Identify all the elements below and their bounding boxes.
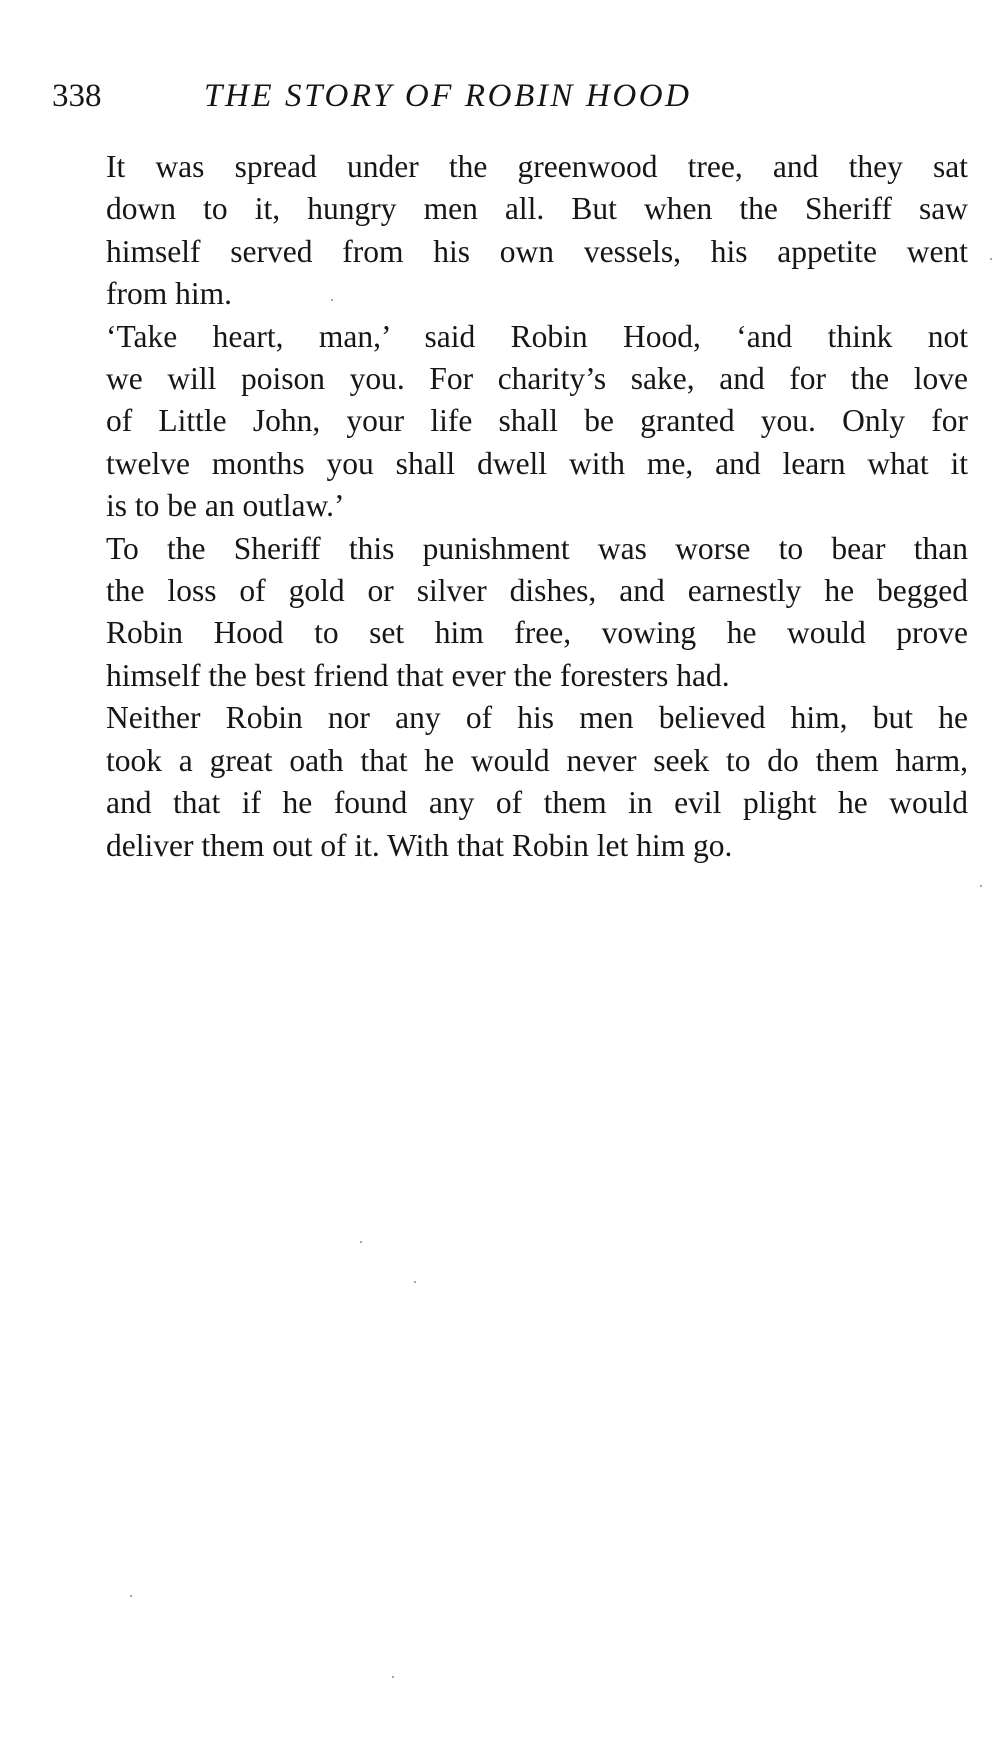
- scan-speck: [990, 258, 992, 260]
- paragraph: [52, 146, 968, 316]
- text-line: took a great oath that he would never seek to do them harm,: [106, 742, 968, 778]
- text-line: down to it, hungry men all. But when the Sheriff saw: [106, 191, 968, 227]
- text-line: himself the best friend that ever the foresters had.: [106, 657, 730, 693]
- scan-speck: [414, 1281, 416, 1283]
- scan-speck: [360, 1241, 362, 1243]
- text-line: himself served from his own vessels, his appetite went: [106, 233, 968, 269]
- text-line: is to be an outlaw.’: [106, 488, 345, 524]
- text-line: we will poison you. For charity’s sake, and for the love: [106, 361, 968, 397]
- text-line: ‘Take heart, man,’ said Robin Hood, ‘and think not: [106, 318, 968, 354]
- text-line: deliver them out of it. With that Robin let him go.: [106, 827, 733, 863]
- paragraph: [52, 528, 968, 698]
- text-line: It was spread under the greenwood tree, and they sat: [106, 149, 968, 184]
- paragraph: [52, 697, 968, 867]
- text-line: Robin Hood to set him free, vowing he would prove: [106, 615, 968, 651]
- running-head: [52, 72, 972, 120]
- running-title: THE STORY OF ROBIN HOOD: [204, 78, 692, 114]
- text-line: To the Sheriff this punishment was worse to bear than: [106, 530, 968, 566]
- body-text: [52, 146, 968, 867]
- scan-speck: [331, 299, 333, 301]
- text-line: Neither Robin nor any of his men believed him, but he: [106, 700, 968, 736]
- text-line: twelve months you shall dwell with me, and learn what it: [106, 445, 968, 481]
- text-line: and that if he found any of them in evil plight he would: [106, 785, 968, 821]
- page-number: 338: [52, 78, 102, 114]
- text-line: the loss of gold or silver dishes, and earnestly he begged: [106, 573, 968, 609]
- text-line: from him.: [106, 276, 232, 312]
- scan-speck: [392, 1676, 394, 1678]
- scan-speck: [130, 1595, 132, 1597]
- paragraph: [52, 316, 968, 528]
- text-line: of Little John, your life shall be granted you. Only for: [106, 403, 968, 439]
- scan-speck: [980, 885, 982, 887]
